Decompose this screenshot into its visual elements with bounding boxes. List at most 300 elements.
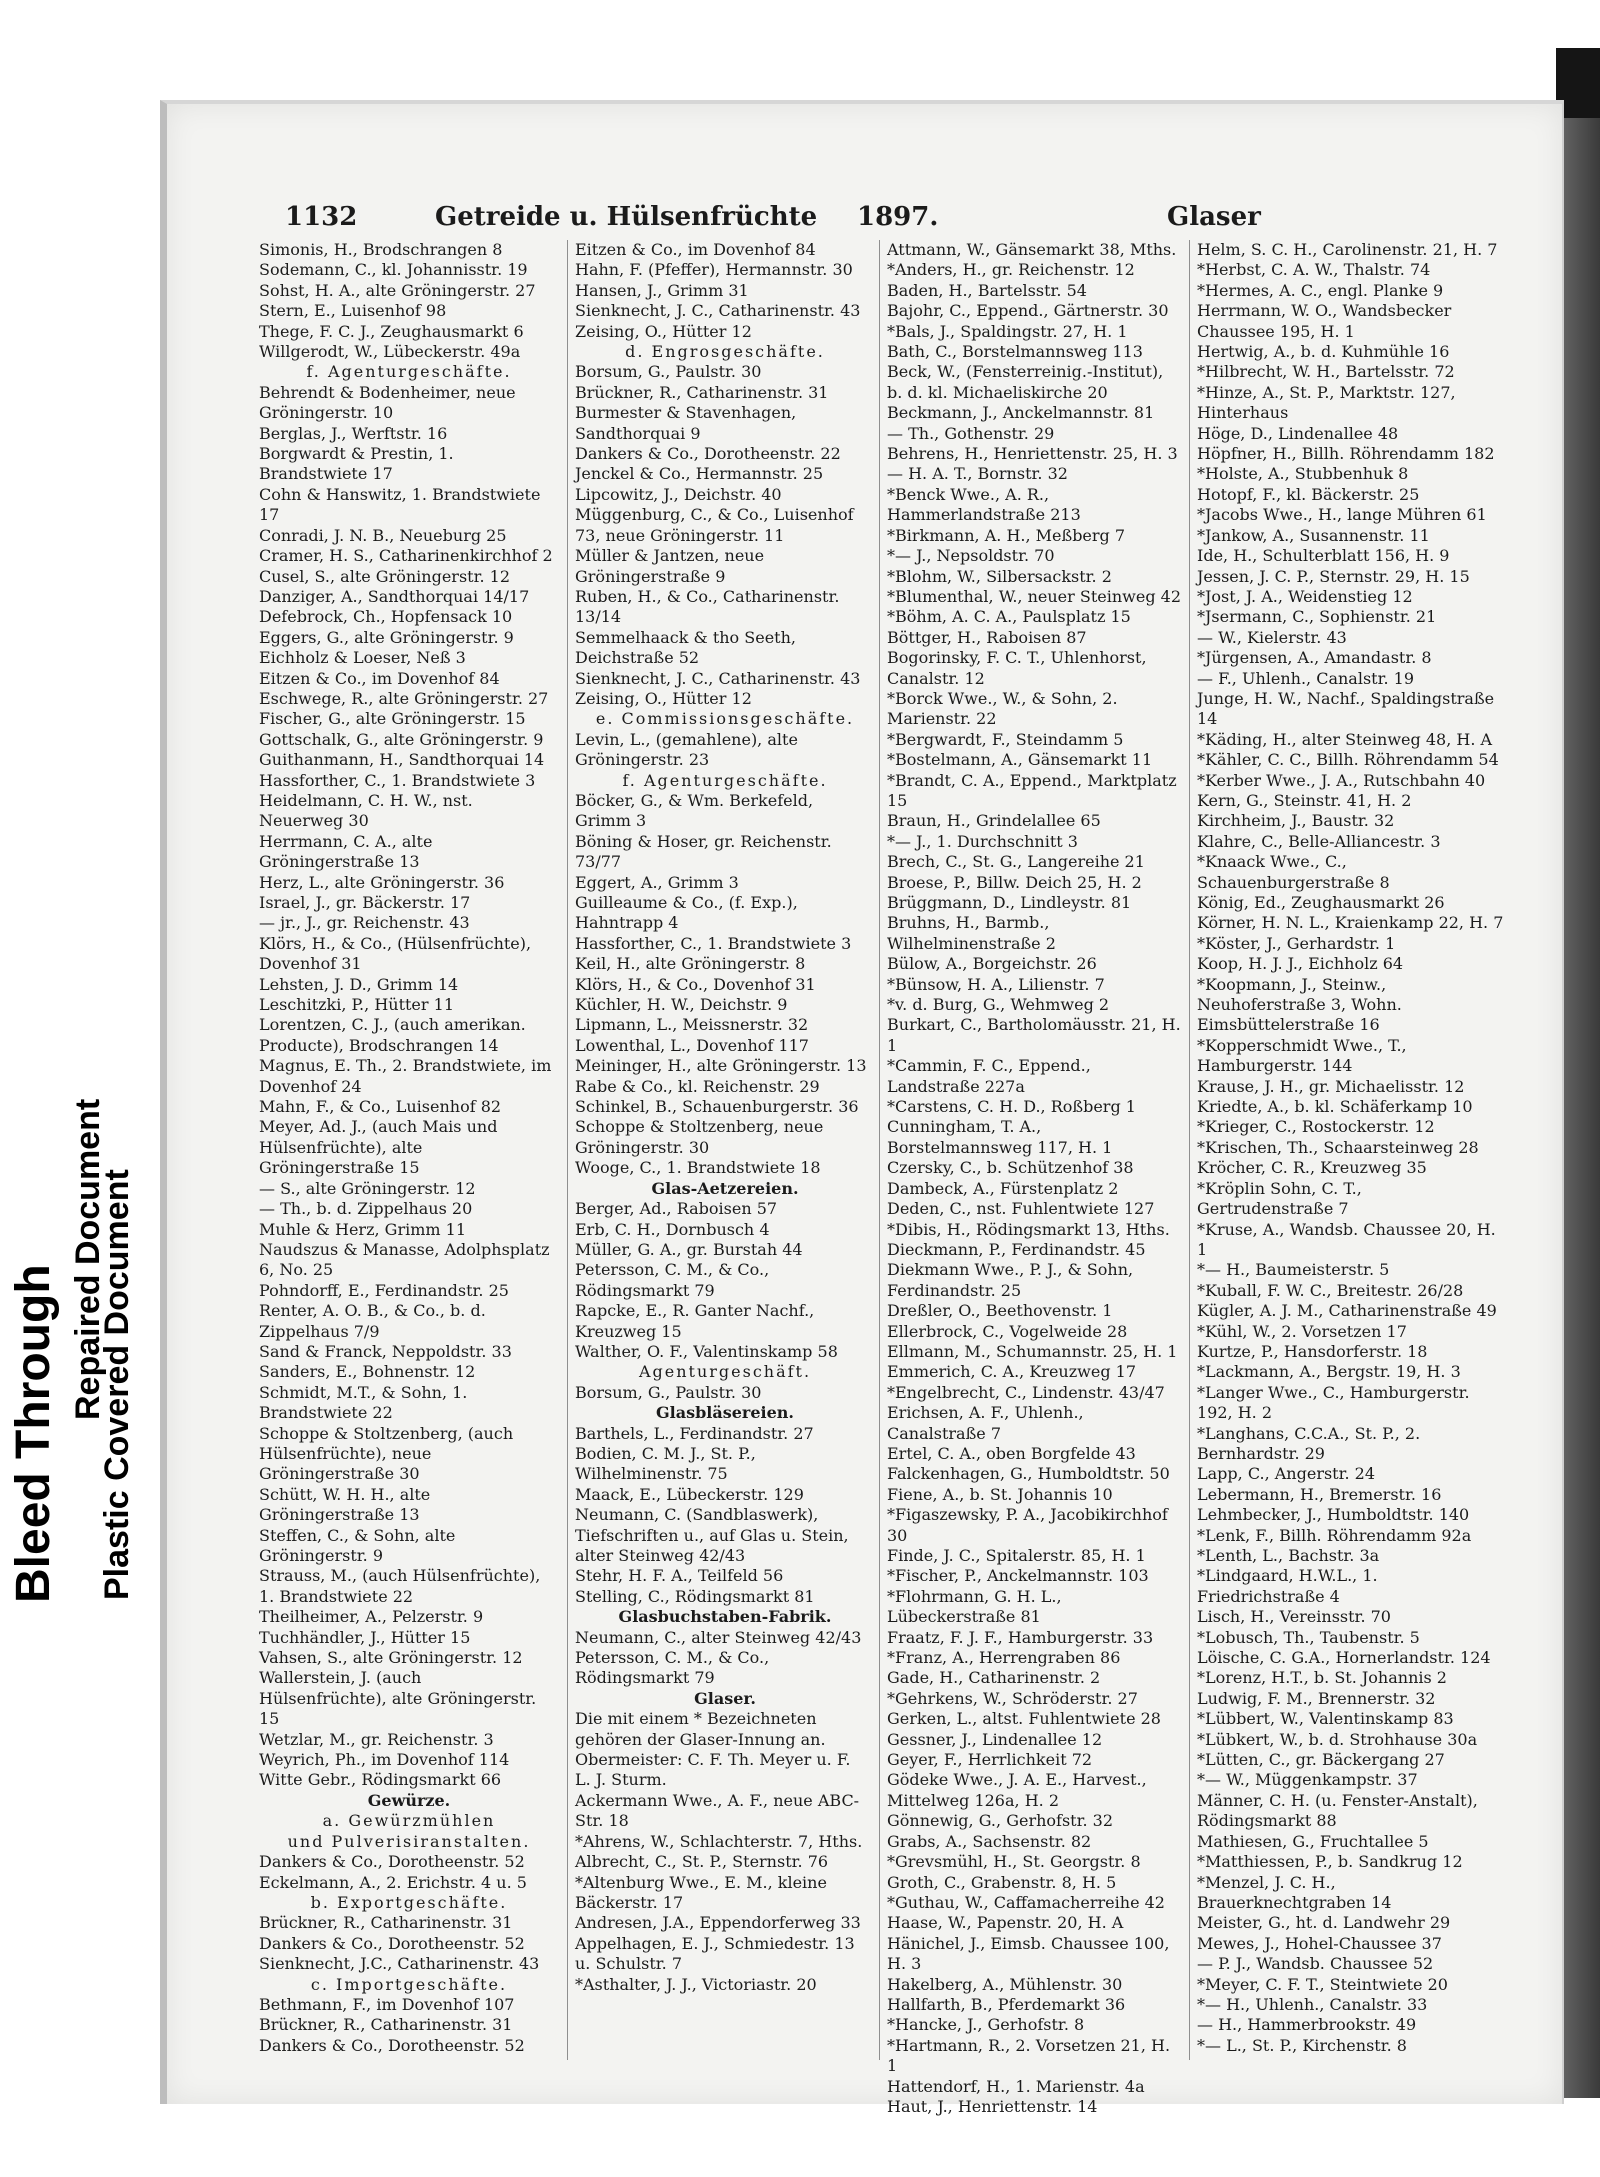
directory-entry: Wallerstein, J. (auch Hülsenfrüchte), alte Gröningerstr. 15 xyxy=(259,1668,537,1729)
directory-entry: Haut, J., Henriettenstr. 14 xyxy=(887,2096,1098,2116)
directory-entry: *Cammin, F. C., Eppend., Landstraße 227a xyxy=(887,1056,1091,1096)
directory-entry: Lehsten, J. D., Grimm 14 xyxy=(259,974,459,994)
directory-entry: Müggenburg, C., & Co., Luisenhof 73, neue Gröningerstr. 11 xyxy=(575,505,854,545)
directory-entry: Bülow, A., Borgeichstr. 26 xyxy=(887,954,1097,974)
directory-entry: *Altenburg Wwe., E. M., kleine Bäckerstr. 17 xyxy=(575,1872,827,1912)
directory-entry: Renter, A. O. B., & Co., b. d. Zippelhaus 7/9 xyxy=(259,1301,486,1341)
directory-entry: Schütt, W. H. H., alte Gröningerstraße 13 xyxy=(259,1484,431,1525)
section-heading: Glaser. xyxy=(694,1688,756,1708)
directory-entry: Kügler, A. J. M., Catharinenstraße 49 xyxy=(1197,1301,1497,1321)
directory-entry: Wetzlar, M., gr. Reichenstr. 3 xyxy=(259,1729,494,1749)
directory-entry: *Guthau, W., Caffamacherreihe 42 xyxy=(887,1892,1165,1912)
directory-entry: Schinkel, B., Schauenburgerstr. 36 xyxy=(575,1097,859,1117)
directory-entry: Lehmbecker, J., Humboldtstr. 140 xyxy=(1197,1505,1470,1525)
directory-entry: *Holste, A., Stubbenhuk 8 xyxy=(1197,464,1409,484)
directory-entry: *Käding, H., alter Steinweg 48, H. A xyxy=(1197,729,1493,749)
directory-entry: Semmelhaack & tho Seeth, Deichstraße 52 xyxy=(575,627,796,668)
directory-entry: Leschitzki, P., Hütter 11 xyxy=(259,995,454,1015)
directory-entry: *Langhans, C.C.A., St. P., 2. Bernhardstr. 29 xyxy=(1197,1423,1421,1463)
directory-entry: *Bünsow, H. A., Lilienstr. 7 xyxy=(887,974,1105,994)
directory-entry: Lorentzen, C. J., (auch amerikan. Producte), Brodschrangen 14 xyxy=(259,1015,526,1055)
directory-entry: Gottschalk, G., alte Gröningerstr. 9 xyxy=(259,729,544,749)
directory-entry: Ertel, C. A., oben Borgfelde 43 xyxy=(887,1443,1136,1463)
directory-entry: *Menzel, J. C. H., Brauerknechtgraben 14 xyxy=(1197,1872,1392,1912)
directory-entry: Herz, L., alte Gröningerstr. 36 xyxy=(259,872,505,892)
directory-entry: Rapcke, E., R. Ganter Nachf., Kreuzweg 15 xyxy=(575,1301,815,1341)
directory-entry: Petersson, C. M., & Co., Rödingsmarkt 79 xyxy=(575,1260,770,1300)
directory-entry: *Lackmann, A., Bergstr. 19, H. 3 xyxy=(1197,1362,1461,1382)
directory-entry: Krause, J. H., gr. Michaelisstr. 12 xyxy=(1197,1076,1465,1096)
directory-entry: Guilleaume & Co., (f. Exp.), Hahntrapp 4 xyxy=(575,893,798,933)
directory-entry: Sienknecht, J.C., Catharinenstr. 43 xyxy=(259,1954,540,1974)
directory-entry: Meister, G., ht. d. Landwehr 29 xyxy=(1197,1913,1451,1933)
directory-entry: Cunningham, T. A., Borstelmannsweg 117, H. 1 xyxy=(887,1117,1113,1157)
column-2 xyxy=(575,240,875,2070)
directory-entry: Grabs, A., Sachsenstr. 82 xyxy=(887,1831,1092,1851)
directory-entry: Mewes, J., Hohel-Chaussee 37 xyxy=(1197,1933,1442,1953)
directory-entry: Beck, W., (Fensterreinig.-Institut), b. d. kl. Michaeliskirche 20 xyxy=(887,362,1164,402)
directory-entry: Behrens, H., Henriettenstr. 25, H. 3 xyxy=(887,444,1178,464)
directory-entry: *Krischen, Th., Schaarsteinweg 28 xyxy=(1197,1137,1479,1157)
directory-entry: Kröcher, C. R., Kreuzweg 35 xyxy=(1197,1158,1427,1178)
directory-entry: Lipmann, L., Meissnerstr. 32 xyxy=(575,1015,809,1035)
directory-entry: Brückner, R., Catharinenstr. 31 xyxy=(259,1913,513,1933)
directory-entry: Braun, H., Grindelallee 65 xyxy=(887,811,1101,831)
directory-entry: Sanders, E., Bohnenstr. 12 xyxy=(259,1362,476,1382)
directory-entry: Baden, H., Bartelsstr. 54 xyxy=(887,280,1087,300)
directory-entry: *Jsermann, C., Sophienstr. 21 xyxy=(1197,607,1437,627)
directory-entry: Broese, P., Billw. Deich 25, H. 2 xyxy=(887,872,1142,892)
directory-entry: Die mit einem * Bezeichneten gehören der Glaser-Innung an. Obermeister: C. F. Th. Meyer u. F. L. J. Sturm. xyxy=(575,1709,851,1790)
directory-entry: Eichholz & Loeser, Neß 3 xyxy=(259,648,466,668)
repaired-document-label: Repaired Document xyxy=(69,1098,107,1420)
directory-entry: *Lindgaard, H.W.L., 1. Friedrichstraße 4 xyxy=(1197,1566,1378,1606)
directory-entry: Falckenhagen, G., Humboldtstr. 50 xyxy=(887,1464,1170,1484)
directory-entry: *Dibis, H., Rödingsmarkt 13, Hths. xyxy=(887,1219,1170,1239)
directory-entry: *Asthalter, J. J., Victoriastr. 20 xyxy=(575,1974,817,1994)
directory-entry: Cusel, S., alte Gröningerstr. 12 xyxy=(259,566,511,586)
directory-entry: Willgerodt, W., Lübeckerstr. 49a xyxy=(259,342,521,362)
directory-entry: Witte Gebr., Rödingsmarkt 66 xyxy=(259,1770,502,1790)
directory-entry: Finde, J. C., Spitalerstr. 85, H. 1 xyxy=(887,1546,1146,1565)
directory-entry: Naudszus & Manasse, Adolphsplatz 6, No. 25 xyxy=(259,1239,550,1280)
directory-entry: Gönnewig, G., Gerhofstr. 32 xyxy=(887,1811,1114,1831)
directory-entry: Bodien, C. M. J., St. P., Wilhelminenstr. 75 xyxy=(575,1443,756,1484)
directory-entry: *— W., Müggenkampstr. 37 xyxy=(1197,1770,1418,1790)
subsection-heading: f. Agenturgeschäfte. xyxy=(622,770,828,790)
directory-entry: Hassforther, C., 1. Brandstwiete 3 xyxy=(259,770,536,790)
directory-entry: Neumann, C., alter Steinweg 42/43 xyxy=(575,1627,862,1647)
directory-entry: *Birkmann, A. H., Meßberg 7 xyxy=(887,525,1126,545)
directory-entry: *Kröplin Sohn, C. T., Gertrudenstraße 7 xyxy=(1197,1178,1362,1219)
directory-entry: Burkart, C., Bartholomäusstr. 21, H. 1 xyxy=(887,1015,1181,1055)
directory-entry: Küchler, H. W., Deichstr. 9 xyxy=(575,995,788,1015)
directory-entry: — H., Hammerbrookstr. 49 xyxy=(1197,2015,1417,2035)
directory-entry: Herrmann, W. O., Wandsbecker Chaussee 195, H. 1 xyxy=(1197,301,1452,341)
directory-entry: Stehr, H. F. A., Teilfeld 56 xyxy=(575,1566,784,1586)
directory-entry: *Köster, J., Gerhardstr. 1 xyxy=(1197,933,1396,953)
directory-entry: Heidelmann, C. H. W., nst. Neuerweg 30 xyxy=(259,790,473,831)
directory-entry: Lipcowitz, J., Deichstr. 40 xyxy=(575,484,782,504)
directory-entry: Kern, G., Steinstr. 41, H. 2 xyxy=(1197,790,1412,810)
directory-entry: Thege, F. C. J., Zeughausmarkt 6 xyxy=(259,321,524,341)
directory-entry: Sohst, H. A., alte Gröningerstr. 27 xyxy=(259,280,536,300)
directory-entry: Ellerbrock, C., Vogelweide 28 xyxy=(887,1321,1128,1341)
directory-entry: Appelhagen, E. J., Schmiedestr. 13 u. Schulstr. 7 xyxy=(575,1933,855,1974)
directory-entry: *Franz, A., Herrengraben 86 xyxy=(887,1648,1121,1668)
side-annotations xyxy=(0,520,160,1620)
directory-entry: Hallfarth, B., Pferdemarkt 36 xyxy=(887,1994,1126,2014)
bleed-through-label: Bleed Through xyxy=(7,1264,60,1603)
directory-entry: Neumann, C. (Sandblaswerk), Tiefschriften u., auf Glas u. Stein, alter Steinweg 42/43 xyxy=(575,1505,849,1565)
directory-entry: *Ahrens, W., Schlachterstr. 7, Hths. xyxy=(575,1831,863,1851)
directory-entry: *Figaszewsky, P. A., Jacobikirchhof 30 xyxy=(887,1505,1168,1545)
directory-entry: Geyer, F., Herrlichkeit 72 xyxy=(887,1750,1093,1770)
directory-entry: — H. A. T., Bornstr. 32 xyxy=(887,464,1068,484)
directory-entry: Brückner, R., Catharinenstr. 31 xyxy=(259,2015,513,2035)
directory-entry: Mathiesen, G., Fruchtallee 5 xyxy=(1197,1831,1429,1851)
directory-entry: Sodemann, C., kl. Johannisstr. 19 xyxy=(259,260,528,280)
directory-page xyxy=(160,100,1564,2116)
directory-entry: Gerken, L., altst. Fuhlentwiete 28 xyxy=(887,1709,1161,1729)
directory-entry: — Th., b. d. Zippelhaus 20 xyxy=(259,1199,473,1219)
directory-entry: Eggers, G., alte Gröningerstr. 9 xyxy=(259,627,514,647)
directory-entry: Andresen, J.A., Eppendorferweg 33 xyxy=(575,1913,861,1933)
directory-entry: Behrendt & Bodenheimer, neue Gröningerstr. 10 xyxy=(259,382,516,423)
directory-entry: *Brandt, C. A., Eppend., Marktplatz 15 xyxy=(887,770,1177,810)
directory-entry: Hansen, J., Grimm 31 xyxy=(575,280,749,300)
directory-entry: Fiene, A., b. St. Johannis 10 xyxy=(887,1484,1113,1504)
directory-entry: Bogorinsky, F. C. T., Uhlenhorst, Canalstr. 12 xyxy=(887,648,1147,688)
directory-entry: Bath, C., Borstelmannsweg 113 xyxy=(887,342,1143,362)
directory-entry: Borgwardt & Prestin, 1. Brandstwiete 17 xyxy=(259,444,454,484)
directory-entry: *Blohm, W., Silbersackstr. 2 xyxy=(887,566,1112,586)
directory-entry: *Bostelmann, A., Gänsemarkt 11 xyxy=(887,750,1153,770)
directory-entry: Eschwege, R., alte Gröningerstr. 27 xyxy=(259,688,549,708)
directory-entry: Ellmann, M., Schumannstr. 25, H. 1 xyxy=(887,1341,1178,1361)
directory-entry: — W., Kielerstr. 43 xyxy=(1197,627,1347,647)
directory-entry: Jessen, J. C. P., Sternstr. 29, H. 15 xyxy=(1197,566,1470,586)
directory-entry: Schmidt, M.T., & Sohn, 1. Brandstwiete 22 xyxy=(259,1382,468,1423)
directory-entry: *Kerber Wwe., J. A., Rutschbahn 40 xyxy=(1197,770,1486,790)
directory-entry: Brückner, R., Catharinenstr. 31 xyxy=(575,382,829,402)
directory-entry: Dankers & Co., Dorotheenstr. 52 xyxy=(259,1933,525,1953)
directory-entry: Stelling, C., Rödingsmarkt 81 xyxy=(575,1586,815,1606)
directory-entry: Herrmann, C. A., alte Gröningerstraße 13 xyxy=(259,831,433,872)
subsection-heading: b. Exportgeschäfte. xyxy=(310,1892,508,1912)
directory-entry: Dambeck, A., Fürstenplatz 2 xyxy=(887,1178,1119,1198)
column-4 xyxy=(1197,240,1507,2070)
directory-entry: — F., Uhlenh., Canalstr. 19 xyxy=(1197,668,1414,688)
directory-entry: Vahsen, S., alte Gröningerstr. 12 xyxy=(259,1648,523,1668)
directory-entry: Ide, H., Schulterblatt 156, H. 9 xyxy=(1197,546,1450,566)
directory-entry: Lebermann, H., Bremerstr. 16 xyxy=(1197,1484,1442,1504)
directory-entry: Zeising, O., Hütter 12 xyxy=(575,321,752,341)
directory-entry: Czersky, C., b. Schützenhof 38 xyxy=(887,1158,1134,1178)
directory-entry: Diekmann Wwe., P. J., & Sohn, Ferdinandstr. 25 xyxy=(887,1260,1134,1300)
directory-entry: Albrecht, C., St. P., Sternstr. 76 xyxy=(575,1852,829,1872)
directory-entry: Keil, H., alte Gröningerstr. 8 xyxy=(575,954,806,974)
directory-entry: Hotopf, F., kl. Bäckerstr. 25 xyxy=(1197,484,1420,504)
directory-entry: Eitzen & Co., im Dovenhof 84 xyxy=(259,668,500,688)
subsection-heading: d. Engrosgeschäfte. xyxy=(625,342,825,362)
directory-entry: Dreßler, O., Beethovenstr. 1 xyxy=(887,1301,1113,1321)
directory-entry: Magnus, E. Th., 2. Brandstwiete, im Dovenhof 24 xyxy=(259,1056,552,1096)
directory-entry: König, Ed., Zeughausmarkt 26 xyxy=(1197,893,1445,912)
directory-entry: Schoppe & Stoltzenberg, neue Gröningerstr. 30 xyxy=(575,1117,824,1157)
directory-entry: *Kopperschmidt Wwe., T., Hamburgerstr. 144 xyxy=(1197,1035,1407,1076)
directory-entry: Muhle & Herz, Grimm 11 xyxy=(259,1219,466,1239)
directory-entry: Beckmann, J., Anckelmannstr. 81 xyxy=(887,403,1155,423)
directory-entry: Levin, L., (gemahlene), alte Gröningerstr. 23 xyxy=(575,729,798,770)
directory-entry: Klörs, H., & Co., Dovenhof 31 xyxy=(575,974,816,994)
directory-entry: *— L., St. P., Kirchenstr. 8 xyxy=(1197,2035,1407,2055)
directory-entry: *Herbst, C. A. W., Thalstr. 74 xyxy=(1197,260,1431,280)
directory-entry: *Kühl, W., 2. Vorsetzen 17 xyxy=(1197,1321,1407,1341)
directory-entry: *Jankow, A., Susannenstr. 11 xyxy=(1197,525,1430,545)
directory-entry: Defebrock, Ch., Hopfensack 10 xyxy=(259,607,513,627)
directory-entry: *Langer Wwe., C., Hamburgerstr. 192, H. 2 xyxy=(1197,1382,1470,1423)
directory-entry: Hakelberg, A., Mühlenstr. 30 xyxy=(887,1974,1123,1994)
directory-entry: Eckelmann, A., 2. Erichstr. 4 u. 5 xyxy=(259,1872,527,1892)
directory-entry: *Lobusch, Th., Taubenstr. 5 xyxy=(1197,1627,1420,1647)
directory-entry: Dieckmann, P., Ferdinandstr. 45 xyxy=(887,1239,1146,1259)
directory-entry: Fraatz, F. J. F., Hamburgerstr. 33 xyxy=(887,1627,1154,1647)
directory-entry: Barthels, L., Ferdinandstr. 27 xyxy=(575,1423,814,1443)
directory-entry: Helm, S. C. H., Carolinenstr. 21, H. 7 xyxy=(1197,240,1498,259)
subsection-heading: c. Importgeschäfte. xyxy=(310,1974,508,1994)
directory-entry: Klörs, H., & Co., (Hülsenfrüchte), Dovenhof 31 xyxy=(259,933,532,974)
directory-entry: Erb, C. H., Dornbusch 4 xyxy=(575,1219,770,1239)
directory-entry: Attmann, W., Gänsemarkt 38, Mths. xyxy=(887,240,1177,259)
directory-entry: Berger, Ad., Raboisen 57 xyxy=(575,1199,778,1219)
column-rule xyxy=(879,240,880,2060)
section-heading: Glasbuchstaben-Fabrik. xyxy=(618,1607,832,1627)
directory-entry: Lowenthal, L., Dovenhof 117 xyxy=(575,1035,809,1055)
directory-entry: Müller & Jantzen, neue Gröningerstraße 9 xyxy=(575,546,765,586)
directory-entry: *Grevsmühl, H., St. Georgstr. 8 xyxy=(887,1852,1141,1872)
directory-entry: Gödeke Wwe., J. A. E., Harvest., Mittelweg 126a, H. 2 xyxy=(887,1770,1147,1810)
directory-entry: *Borck Wwe., W., & Sohn, 2. Marienstr. 22 xyxy=(887,688,1118,729)
subsection-heading: e. Commissionsgeschäfte. xyxy=(595,709,855,729)
directory-entry: Meyer, Ad. J., (auch Mais und Hülsenfrüchte), alte Gröningerstraße 15 xyxy=(259,1117,498,1178)
directory-entry: *Hancke, J., Gerhofstr. 8 xyxy=(887,2015,1085,2035)
directory-entry: *— J., Nepsoldstr. 70 xyxy=(887,546,1055,566)
directory-entry: Eitzen & Co., im Dovenhof 84 xyxy=(575,240,816,259)
directory-entry: Wooge, C., 1. Brandstwiete 18 xyxy=(575,1158,821,1178)
directory-entry: Brüggmann, D., Lindleystr. 81 xyxy=(887,893,1132,912)
section-heading: Glasbläsereien. xyxy=(655,1403,794,1423)
directory-entry: *Lenth, L., Bachstr. 3a xyxy=(1197,1546,1380,1565)
directory-entry: Jenckel & Co., Hermannstr. 25 xyxy=(575,464,824,484)
directory-entry: *Matthiessen, P., b. Sandkrug 12 xyxy=(1197,1852,1463,1872)
directory-entry: Lisch, H., Vereinsstr. 70 xyxy=(1197,1607,1391,1627)
directory-entry: *Engelbrecht, C., Lindenstr. 43/47 xyxy=(887,1382,1165,1402)
directory-entry: Emmerich, C. A., Kreuzweg 17 xyxy=(887,1362,1137,1382)
directory-entry: *Gehrkens, W., Schröderstr. 27 xyxy=(887,1688,1138,1708)
directory-entry: Bethmann, F., im Dovenhof 107 xyxy=(259,1994,515,2014)
directory-entry: — P. J., Wandsb. Chaussee 52 xyxy=(1197,1954,1434,1974)
directory-entry: Schoppe & Stoltzenberg, (auch Hülsenfrüchte), neue Gröningerstraße 30 xyxy=(259,1423,514,1484)
directory-entry: Löische, C. G.A., Hornerlandstr. 124 xyxy=(1197,1648,1491,1668)
directory-entry: *— J., 1. Durchschnitt 3 xyxy=(887,831,1078,851)
directory-entry: Lapp, C., Angerstr. 24 xyxy=(1197,1464,1376,1484)
directory-entry: Walther, O. F., Valentinskamp 58 xyxy=(575,1341,838,1361)
directory-entry: Cramer, H. S., Catharinenkirchhof 2 xyxy=(259,546,553,566)
column-rule xyxy=(567,240,568,2060)
directory-entry: Maack, E., Lübeckerstr. 129 xyxy=(575,1484,804,1504)
directory-entry: Guithanmann, H., Sandthorquai 14 xyxy=(259,750,545,770)
directory-entry: Ackermann Wwe., A. F., neue ABC-Str. 18 xyxy=(575,1790,860,1831)
column-rule xyxy=(1189,240,1190,2060)
directory-entry: *Flohrmann, G. H. L., Lübeckerstraße 81 xyxy=(887,1586,1062,1627)
directory-entry: Sienknecht, J. C., Catharinenstr. 43 xyxy=(575,301,861,321)
subsection-heading: a. Gewürzmühlen xyxy=(322,1811,496,1831)
directory-entry: Burmester & Stavenhagen, Sandthorquai 9 xyxy=(575,403,797,443)
directory-entry: Rabe & Co., kl. Reichenstr. 29 xyxy=(575,1076,820,1096)
directory-entry: — Th., Gothenstr. 29 xyxy=(887,423,1055,443)
directory-entry: Israel, J., gr. Bäckerstr. 17 xyxy=(259,893,471,912)
directory-entry: Junge, H. W., Nachf., Spaldingstraße 14 xyxy=(1197,688,1495,729)
directory-entry: Mahn, F., & Co., Luisenhof 82 xyxy=(259,1097,502,1117)
plastic-covered-label: Plastic Covered Document xyxy=(98,1169,136,1600)
directory-entry: Gessner, J., Lindenallee 12 xyxy=(887,1729,1103,1749)
directory-entry: Ludwig, F. M., Brennerstr. 32 xyxy=(1197,1688,1436,1708)
directory-entry: Meininger, H., alte Gröningerstr. 13 xyxy=(575,1056,867,1076)
directory-entry: Sienknecht, J. C., Catharinenstr. 43 xyxy=(575,668,861,688)
directory-entry: Theilheimer, A., Pelzerstr. 9 xyxy=(259,1607,484,1627)
directory-entry: Männer, C. H. (u. Fenster-Anstalt), Rödingsmarkt 88 xyxy=(1197,1790,1478,1831)
directory-entry: *Fischer, P., Anckelmannstr. 103 xyxy=(887,1566,1149,1586)
directory-entry: Cohn & Hanswitz, 1. Brandstwiete 17 xyxy=(259,484,541,525)
directory-entry: Eggert, A., Grimm 3 xyxy=(575,872,739,892)
directory-entry: Deden, C., nst. Fuhlentwiete 127 xyxy=(887,1199,1155,1219)
directory-entry: *Blumenthal, W., neuer Steinweg 42 xyxy=(887,586,1182,606)
directory-entry: *Krieger, C., Rostockerstr. 12 xyxy=(1197,1117,1435,1137)
subsection-heading: und Pulverisiranstalten. xyxy=(287,1831,531,1851)
directory-entry: Böcker, G., & Wm. Berkefeld, Grimm 3 xyxy=(575,790,814,831)
directory-entry: *Benck Wwe., A. R., Hammerlandstraße 213 xyxy=(887,484,1081,525)
directory-entry: *Jürgensen, A., Amandastr. 8 xyxy=(1197,648,1432,668)
directory-entry: *Bergwardt, F., Steindamm 5 xyxy=(887,729,1124,749)
directory-entry: Dankers & Co., Dorotheenstr. 52 xyxy=(259,1852,525,1872)
running-title: Glaser xyxy=(1167,202,1261,232)
column-1 xyxy=(259,240,559,2070)
directory-entry: *Carstens, C. H. D., Roßberg 1 xyxy=(887,1097,1136,1117)
directory-entry: — S., alte Gröningerstr. 12 xyxy=(259,1178,476,1198)
directory-entry: Hertwig, A., b. d. Kuhmühle 16 xyxy=(1197,342,1450,362)
directory-entry: *Jacobs Wwe., H., lange Mühren 61 xyxy=(1197,505,1487,525)
directory-entry: Fischer, G., alte Gröningerstr. 15 xyxy=(259,709,526,729)
directory-entry: Steffen, C., & Sohn, alte Gröningerstr. 9 xyxy=(259,1525,456,1565)
directory-entry: Strauss, M., (auch Hülsenfrüchte), 1. Brandstwiete 22 xyxy=(259,1566,541,1606)
section-heading: Glas-Aetzereien. xyxy=(651,1178,799,1198)
directory-entry: Böttger, H., Raboisen 87 xyxy=(887,627,1087,647)
directory-entry: *Kähler, C. C., Billh. Röhrendamm 54 xyxy=(1197,750,1499,770)
directory-entry: Böning & Hoser, gr. Reichenstr. 73/77 xyxy=(575,831,832,872)
directory-entry: Simonis, H., Brodschrangen 8 xyxy=(259,240,503,259)
subsection-heading: f. Agenturgeschäfte. xyxy=(306,362,512,382)
directory-entry: Erichsen, A. F., Uhlenh., Canalstraße 7 xyxy=(887,1403,1084,1443)
directory-entry: Zeising, O., Hütter 12 xyxy=(575,688,752,708)
directory-entry: Borsum, G., Paulstr. 30 xyxy=(575,1382,762,1402)
directory-entry: *Lorenz, H.T., b. St. Johannis 2 xyxy=(1197,1668,1447,1688)
column-3 xyxy=(887,240,1187,2116)
directory-entry: *Knaack Wwe., C., Schauenburgerstraße 8 xyxy=(1197,852,1390,892)
directory-entry: *Hilbrecht, W. H., Bartelsstr. 72 xyxy=(1197,362,1455,382)
directory-entry: Stern, E., Luisenhof 98 xyxy=(259,301,447,321)
directory-entry: *Lübbert, W., Valentinskamp 83 xyxy=(1197,1709,1454,1729)
directory-entry: Haase, W., Papenstr. 20, H. A xyxy=(887,1913,1124,1933)
directory-entry: Borsum, G., Paulstr. 30 xyxy=(575,362,762,382)
section-title: Getreide u. Hülsenfrüchte xyxy=(435,202,818,232)
directory-entry: Danziger, A., Sandthorquai 14/17 xyxy=(259,586,530,606)
directory-entry: Bruhns, H., Barmb., Wilhelminenstraße 2 xyxy=(887,913,1056,953)
directory-entry: *Meyer, C. F. T., Steintwiete 20 xyxy=(1197,1974,1448,1994)
directory-entry: Berglas, J., Werftstr. 16 xyxy=(259,423,448,443)
directory-entry: Tuchhändler, J., Hütter 15 xyxy=(259,1627,471,1647)
directory-entry: *Lütten, C., gr. Bäckergang 27 xyxy=(1197,1750,1445,1770)
directory-entry: *Kruse, A., Wandsb. Chaussee 20, H. 1 xyxy=(1197,1219,1496,1259)
directory-entry: Dankers & Co., Dorotheenstr. 52 xyxy=(259,2035,525,2055)
directory-entry: Petersson, C. M., & Co., Rödingsmarkt 79 xyxy=(575,1648,770,1688)
directory-entry: — jr., J., gr. Reichenstr. 43 xyxy=(259,913,470,933)
directory-entry: Sand & Franck, Neppoldstr. 33 xyxy=(259,1341,512,1361)
directory-entry: Conradi, J. N. B., Neueburg 25 xyxy=(259,525,507,545)
directory-entry: *Böhm, A. C. A., Paulsplatz 15 xyxy=(887,607,1131,627)
directory-entry: *Jost, J. A., Weidenstieg 12 xyxy=(1197,586,1413,606)
directory-entry: Ruben, H., & Co., Catharinenstr. 13/14 xyxy=(575,586,840,627)
directory-entry: *— H., Baumeisterstr. 5 xyxy=(1197,1260,1390,1280)
directory-entry: Kriedte, A., b. kl. Schäferkamp 10 xyxy=(1197,1097,1473,1117)
directory-entry: *Hartmann, R., 2. Vorsetzen 21, H. 1 xyxy=(887,2035,1171,2076)
directory-entry: Koop, H. J. J., Eichholz 64 xyxy=(1197,954,1404,974)
directory-entry: Höpfner, H., Billh. Röhrendamm 182 xyxy=(1197,444,1495,464)
page-number: 1132 xyxy=(285,202,358,232)
directory-entry: Hänichel, J., Eimsb. Chaussee 100, H. 3 xyxy=(887,1933,1170,1974)
directory-entry: Groth, C., Grabenstr. 8, H. 5 xyxy=(887,1872,1117,1892)
directory-entry: *Koopmann, J., Steinw., Neuhoferstraße 3, Wohn. Eimsbüttelerstraße 16 xyxy=(1197,974,1402,1035)
directory-entry: Hahn, F. (Pfeffer), Hermannstr. 30 xyxy=(575,260,853,280)
directory-entry: Körner, H. N. L., Kraienkamp 22, H. 7 xyxy=(1197,913,1504,933)
page-header xyxy=(167,202,1562,242)
directory-entry: Gade, H., Catharinenstr. 2 xyxy=(887,1668,1101,1688)
directory-entry: Dankers & Co., Dorotheenstr. 22 xyxy=(575,444,841,464)
directory-entry: *Hinze, A., St. P., Marktstr. 127, Hinterhaus xyxy=(1197,382,1456,423)
directory-entry: *— H., Uhlenh., Canalstr. 33 xyxy=(1197,1994,1428,2014)
directory-entry: Hassforther, C., 1. Brandstwiete 3 xyxy=(575,933,852,953)
subsection-heading: Agenturgeschäft. xyxy=(638,1362,812,1382)
directory-entry: *Anders, H., gr. Reichenstr. 12 xyxy=(887,260,1135,280)
directory-entry: Brech, C., St. G., Langereihe 21 xyxy=(887,852,1145,872)
directory-entry: Hattendorf, H., 1. Marienstr. 4a xyxy=(887,2076,1145,2096)
directory-entry: *Lübkert, W., b. d. Strohhause 30a xyxy=(1197,1729,1478,1749)
directory-entry: Kurtze, P., Hansdorferstr. 18 xyxy=(1197,1341,1428,1361)
directory-entry: *v. d. Burg, G., Wehmweg 2 xyxy=(887,995,1110,1015)
section-heading: Gewürze. xyxy=(367,1790,451,1810)
directory-entry: Höge, D., Lindenallee 48 xyxy=(1197,423,1399,443)
directory-entry: Weyrich, Ph., im Dovenhof 114 xyxy=(259,1750,510,1770)
directory-entry: Kirchheim, J., Baustr. 32 xyxy=(1197,811,1395,831)
directory-entry: Klahre, C., Belle-Alliancestr. 3 xyxy=(1197,831,1441,851)
directory-entry: Müller, G. A., gr. Burstah 44 xyxy=(575,1239,803,1259)
directory-entry: *Bals, J., Spaldingstr. 27, H. 1 xyxy=(887,321,1128,341)
directory-entry: *Hermes, A. C., engl. Planke 9 xyxy=(1197,280,1444,300)
year-label: 1897. xyxy=(857,202,939,232)
directory-entry: Pohndorff, E., Ferdinandstr. 25 xyxy=(259,1280,509,1300)
directory-entry: *Lenk, F., Billh. Röhrendamm 92a xyxy=(1197,1525,1472,1545)
directory-entry: *Kuball, F. W. C., Breitestr. 26/28 xyxy=(1197,1280,1464,1300)
